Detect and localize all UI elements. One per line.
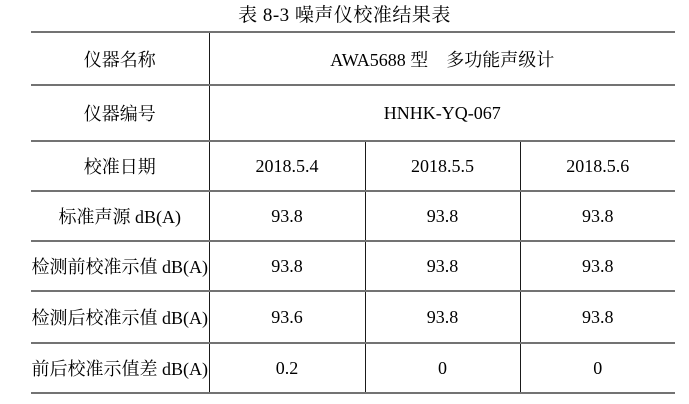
table-row-standard-source bbox=[31, 191, 675, 241]
value-cell: 93.8 bbox=[365, 241, 520, 291]
value-cell: 0 bbox=[520, 343, 675, 393]
row-label-cell: 校准日期 bbox=[31, 141, 209, 191]
noise-calibration-table bbox=[31, 31, 675, 394]
merged-value-cell: HNHK-YQ-067 bbox=[209, 85, 675, 141]
value-cell: 0 bbox=[365, 343, 520, 393]
value-cell: 93.8 bbox=[365, 191, 520, 241]
value-cell: 93.8 bbox=[520, 291, 675, 343]
row-label-cell: 检测前校准示值 dB(A) bbox=[31, 241, 209, 291]
value-cell: 93.6 bbox=[209, 291, 365, 343]
table-row-calibration-date bbox=[31, 141, 675, 191]
table-row-after-test-reading bbox=[31, 291, 675, 343]
value-cell: 0.2 bbox=[209, 343, 365, 393]
row-label-cell: 检测后校准示值 dB(A) bbox=[31, 291, 209, 343]
value-cell: 2018.5.6 bbox=[520, 141, 675, 191]
table-row-instrument-number bbox=[31, 85, 675, 141]
value-cell: 93.8 bbox=[209, 241, 365, 291]
table-row-before-test-reading bbox=[31, 241, 675, 291]
table-row-reading-difference bbox=[31, 343, 675, 393]
value-cell: 93.8 bbox=[365, 291, 520, 343]
row-label-cell: 前后校准示值差 dB(A) bbox=[31, 343, 209, 393]
row-label-cell: 仪器编号 bbox=[31, 85, 209, 141]
value-cell: 93.8 bbox=[209, 191, 365, 241]
value-cell: 93.8 bbox=[520, 241, 675, 291]
row-label-cell: 标准声源 dB(A) bbox=[31, 191, 209, 241]
value-cell: 2018.5.4 bbox=[209, 141, 365, 191]
value-cell: 2018.5.5 bbox=[365, 141, 520, 191]
merged-value-cell: AWA5688 型 多功能声级计 bbox=[209, 32, 675, 85]
row-label-cell: 仪器名称 bbox=[31, 32, 209, 85]
table-caption: 表 8-3 噪声仪校准结果表 bbox=[238, 5, 451, 26]
table-row-instrument-name bbox=[31, 32, 675, 85]
value-cell: 93.8 bbox=[520, 191, 675, 241]
